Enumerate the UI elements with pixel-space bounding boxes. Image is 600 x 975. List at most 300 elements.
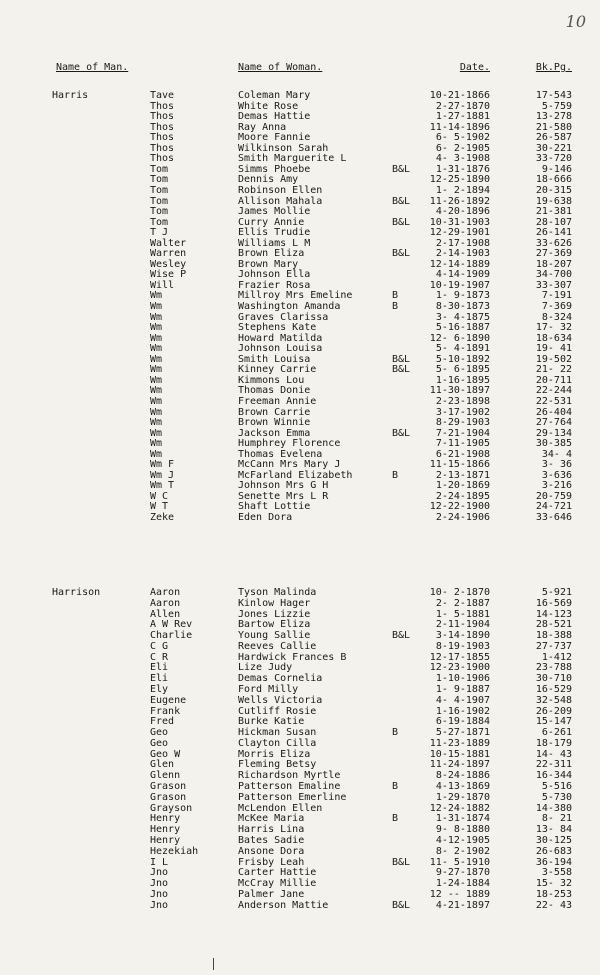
book-page: 22-531 — [535, 395, 572, 407]
marriage-date: 12-17-1855 — [429, 651, 490, 663]
groom-given-name: Charlie — [150, 630, 193, 642]
marriage-date: 12-24-1882 — [429, 802, 490, 814]
bride-name: Jackson Emma — [238, 427, 311, 439]
groom-given-name: Wm — [150, 438, 163, 450]
groom-given-name: Will — [150, 279, 175, 291]
bride-name: Demas Cornelia — [238, 673, 323, 685]
marriage-date: 12 -- 1889 — [429, 888, 490, 900]
book-page: 26-141 — [535, 227, 572, 239]
bride-name: Smith Louisa — [238, 353, 311, 365]
book-page: 21- 22 — [535, 364, 572, 376]
header-name-of-woman: Name of Woman. — [238, 62, 323, 73]
book-page: 27-369 — [535, 248, 572, 260]
groom-given-name: Wm — [150, 353, 163, 365]
register-row — [0, 280, 600, 291]
bride-name: Graves Clarissa — [238, 311, 329, 323]
book-page: 20-759 — [535, 490, 572, 502]
marriage-date: 8-24-1886 — [435, 770, 490, 782]
register-row — [0, 770, 600, 781]
groom-given-name: Grason — [150, 781, 187, 793]
bond-license-note: B&L — [392, 248, 411, 260]
bond-license-note: B — [392, 813, 399, 825]
marriage-date: 8- 2-1902 — [435, 845, 490, 857]
marriage-date: 10- 2-1870 — [429, 587, 490, 598]
groom-given-name: Tom — [150, 184, 169, 196]
bride-name: Shaft Lottie — [238, 501, 311, 513]
book-page: 15- 32 — [535, 878, 572, 890]
register-row — [0, 630, 600, 641]
book-page: 33-307 — [535, 279, 572, 291]
book-page: 20-711 — [535, 374, 572, 386]
bond-license-note: B — [392, 469, 399, 481]
groom-given-name: Tom — [150, 195, 169, 207]
bride-name: Clayton Cilla — [238, 737, 317, 749]
register-row — [0, 101, 600, 112]
book-page: 14-380 — [535, 802, 572, 814]
marriage-date: 5-10-1892 — [435, 353, 490, 365]
bride-name: Brown Winnie — [238, 417, 311, 429]
bride-name: Allison Mahala — [238, 195, 323, 207]
register-row — [0, 652, 600, 663]
book-page: 30-385 — [535, 438, 572, 450]
register-row — [0, 227, 600, 238]
marriage-date: 7-11-1905 — [435, 438, 490, 450]
bride-name: Millroy Mrs Emeline — [238, 290, 353, 302]
marriage-date: 1-24-1884 — [435, 878, 490, 890]
register-row — [0, 662, 600, 673]
register-row — [0, 480, 600, 491]
bride-name: Harris Lina — [238, 824, 305, 836]
marriage-date: 9- 8-1880 — [435, 824, 490, 836]
bond-license-note: B&L — [392, 364, 411, 376]
register-row — [0, 781, 600, 792]
register-row — [0, 407, 600, 418]
groom-given-name: Wm — [150, 332, 163, 344]
groom-given-name: Wm T — [150, 480, 175, 492]
header-book-page: Bk.Pg. — [535, 62, 572, 73]
groom-given-name: Eli — [150, 673, 169, 685]
marriage-date: 2-11-1904 — [435, 619, 490, 631]
groom-given-name: C R — [150, 651, 169, 663]
register-row — [0, 459, 600, 470]
groom-given-name: Wm — [150, 364, 163, 376]
bride-name: Jones Lizzie — [238, 608, 311, 620]
bride-name: Lize Judy — [238, 662, 293, 674]
marriage-date: 4-14-1909 — [435, 269, 490, 281]
marriage-date: 1- 9-1887 — [435, 684, 490, 696]
book-page: 29-134 — [535, 427, 572, 439]
register-row — [0, 501, 600, 512]
book-page: 13-278 — [535, 111, 572, 123]
bride-name: Burke Katie — [238, 716, 305, 728]
book-page: 26-209 — [535, 705, 572, 717]
groom-given-name: Wm — [150, 311, 163, 323]
register-row — [0, 206, 600, 217]
book-page: 22-311 — [535, 759, 572, 771]
groom-given-name: Jno — [150, 899, 169, 911]
groom-given-name: Thos — [150, 132, 175, 144]
bride-name: Thomas Donie — [238, 385, 311, 397]
book-page: 21-580 — [535, 121, 572, 133]
marriage-date: 1-16-1902 — [435, 705, 490, 717]
register-row — [0, 354, 600, 365]
groom-given-name: Hezekiah — [150, 845, 199, 857]
groom-given-name: Aaron — [150, 587, 181, 598]
register-row — [0, 143, 600, 154]
book-page: 27-764 — [535, 417, 572, 429]
groom-given-name: Thos — [150, 100, 175, 112]
marriage-date: 1-16-1895 — [435, 374, 490, 386]
register-row — [0, 706, 600, 717]
bride-name: Palmer Jane — [238, 888, 305, 900]
book-page: 14- 43 — [535, 748, 572, 760]
marriage-date: 6-19-1884 — [435, 716, 490, 728]
book-page: 28-107 — [535, 216, 572, 228]
book-page: 1-412 — [541, 651, 572, 663]
book-page: 30-221 — [535, 142, 572, 154]
marriage-date: 7-21-1904 — [435, 427, 490, 439]
book-page: 34- 4 — [541, 448, 572, 460]
marriage-date: 3-14-1890 — [435, 630, 490, 642]
marriage-date: 11-14-1896 — [429, 121, 490, 133]
bond-license-note: B&L — [392, 630, 411, 642]
register-row — [0, 449, 600, 460]
groom-given-name: Fred — [150, 716, 175, 728]
groom-given-name: Wm — [150, 343, 163, 355]
register-row — [0, 738, 600, 749]
groom-given-name: Thos — [150, 121, 175, 133]
bond-license-note: B&L — [392, 163, 411, 175]
book-page: 17-543 — [535, 90, 572, 101]
bride-name: Williams L M — [238, 237, 311, 249]
book-page: 28-521 — [535, 619, 572, 631]
marriage-date: 4-13-1869 — [435, 781, 490, 793]
groom-given-name: W T — [150, 501, 169, 513]
groom-given-name: Grayson — [150, 802, 193, 814]
groom-given-name: Jno — [150, 888, 169, 900]
register-row — [0, 396, 600, 407]
bride-name: Reeves Callie — [238, 640, 317, 652]
bride-name: Frazier Rosa — [238, 279, 311, 291]
register-row — [0, 217, 600, 228]
bride-name: Fleming Betsy — [238, 759, 317, 771]
register-row — [0, 122, 600, 133]
register-row — [0, 111, 600, 122]
register-row — [0, 364, 600, 375]
groom-given-name: Eli — [150, 662, 169, 674]
paper-mark — [213, 958, 214, 970]
bride-name: Richardson Myrtle — [238, 770, 341, 782]
groom-given-name: Ely — [150, 684, 169, 696]
groom-given-name: Henry — [150, 824, 181, 836]
book-page: 23-788 — [535, 662, 572, 674]
marriage-date: 10-21-1866 — [429, 90, 490, 101]
bond-license-note: B — [392, 781, 399, 793]
bride-name: Wells Victoria — [238, 694, 323, 706]
book-page: 9-146 — [541, 163, 572, 175]
register-row — [0, 900, 600, 911]
groom-given-name: Eugene — [150, 694, 187, 706]
book-page: 26-587 — [535, 132, 572, 144]
marriage-date: 4- 3-1908 — [435, 153, 490, 165]
marriage-date: 4-20-1896 — [435, 206, 490, 218]
bride-name: Washington Amanda — [238, 301, 341, 312]
groom-given-name: A W Rev — [150, 619, 193, 631]
groom-given-name: Tave — [150, 90, 175, 101]
book-page: 19-502 — [535, 353, 572, 365]
marriage-date: 11-26-1892 — [429, 195, 490, 207]
groom-given-name: Wm — [150, 406, 163, 418]
book-page: 33-720 — [535, 153, 572, 165]
bond-license-note: B — [392, 290, 399, 302]
marriage-date: 4- 4-1907 — [435, 694, 490, 706]
book-page: 6-261 — [541, 727, 572, 739]
book-page: 32-548 — [535, 694, 572, 706]
book-page: 18-634 — [535, 332, 572, 344]
marriage-date: 1-29-1870 — [435, 791, 490, 803]
groom-given-name: Thos — [150, 111, 175, 123]
bride-name: McCann Mrs Mary J — [238, 459, 341, 471]
register-row — [0, 727, 600, 738]
book-page: 20-315 — [535, 184, 572, 196]
book-page: 26-404 — [535, 406, 572, 418]
bond-license-note: B&L — [392, 427, 411, 439]
bond-license-note: B&L — [392, 353, 411, 365]
marriage-date: 2- 2-1887 — [435, 597, 490, 609]
register-row — [0, 491, 600, 502]
book-page: 33-626 — [535, 237, 572, 249]
register-row — [0, 174, 600, 185]
marriage-date: 2-23-1898 — [435, 395, 490, 407]
marriage-date: 3- 4-1875 — [435, 311, 490, 323]
book-page: 13- 84 — [535, 824, 572, 836]
marriage-date: 12-22-1900 — [429, 501, 490, 513]
groom-given-name: W C — [150, 490, 169, 502]
bride-name: Carter Hattie — [238, 867, 317, 879]
book-page: 18-388 — [535, 630, 572, 642]
marriage-date: 2-17-1908 — [435, 237, 490, 249]
book-page: 26-683 — [535, 845, 572, 857]
bride-name: Demas Hattie — [238, 111, 311, 123]
register-row — [0, 312, 600, 323]
bride-name: Bates Sadie — [238, 834, 305, 846]
marriage-date: 8-19-1903 — [435, 640, 490, 652]
marriage-date: 12-29-1901 — [429, 227, 490, 239]
bride-name: Curry Annie — [238, 216, 305, 228]
marriage-date: 2-13-1871 — [435, 469, 490, 481]
register-row — [0, 824, 600, 835]
bride-name: Stephens Kate — [238, 322, 317, 334]
book-page: 36-194 — [535, 856, 572, 868]
groom-given-name: Wm — [150, 395, 163, 407]
groom-given-name: Thos — [150, 142, 175, 154]
groom-given-name: Henry — [150, 834, 181, 846]
bride-name: Thomas Evelena — [238, 448, 323, 460]
groom-given-name: T J — [150, 227, 169, 239]
groom-given-name: Tom — [150, 216, 169, 228]
register-row — [0, 322, 600, 333]
register-row — [0, 641, 600, 652]
marriage-date: 1- 5-1881 — [435, 608, 490, 620]
register-row — [0, 878, 600, 889]
book-page: 19- 41 — [535, 343, 572, 355]
marriage-date: 4-12-1905 — [435, 834, 490, 846]
bride-name: Ford Milly — [238, 684, 299, 696]
bride-name: Freeman Annie — [238, 395, 317, 407]
marriage-date: 12-14-1889 — [429, 258, 490, 270]
marriage-date: 10-15-1881 — [429, 748, 490, 760]
register-row — [0, 248, 600, 259]
marriage-date: 6- 5-1902 — [435, 132, 490, 144]
bride-name: McCray Millie — [238, 878, 317, 890]
groom-given-name: Allen — [150, 608, 181, 620]
book-page: 18-253 — [535, 888, 572, 900]
groom-given-name: Zeke — [150, 512, 175, 523]
register-row — [0, 343, 600, 354]
groom-given-name: Walter — [150, 237, 187, 249]
register-row — [0, 889, 600, 900]
book-page: 5-516 — [541, 781, 572, 793]
register-row — [0, 749, 600, 760]
marriage-date: 2-14-1903 — [435, 248, 490, 260]
register-row — [0, 196, 600, 207]
book-page: 17- 32 — [535, 322, 572, 334]
book-page: 18-179 — [535, 737, 572, 749]
marriage-date: 12-25-1890 — [429, 174, 490, 186]
bride-name: Morris Eliza — [238, 748, 311, 760]
bride-name: Cutliff Rosie — [238, 705, 317, 717]
register-row — [0, 301, 600, 312]
register-row — [0, 375, 600, 386]
register-row — [0, 238, 600, 249]
groom-given-name: C G — [150, 640, 169, 652]
bride-name: Frisby Leah — [238, 856, 305, 868]
book-page: 33-646 — [535, 512, 572, 523]
marriage-date: 4-21-1897 — [435, 899, 490, 911]
groom-given-name: Jno — [150, 867, 169, 879]
register-row — [0, 164, 600, 175]
register-row — [0, 153, 600, 164]
marriage-date: 11-23-1889 — [429, 737, 490, 749]
register-row — [0, 695, 600, 706]
bride-name: Robinson Ellen — [238, 184, 323, 196]
register-row — [0, 835, 600, 846]
marriage-date: 5- 6-1895 — [435, 364, 490, 376]
bride-name: Hickman Susan — [238, 727, 317, 739]
marriage-date: 6-21-1908 — [435, 448, 490, 460]
bride-name: Kinney Carrie — [238, 364, 317, 376]
bride-name: Johnson Mrs G H — [238, 480, 329, 492]
groom-given-name: Frank — [150, 705, 181, 717]
marriage-date: 5-27-1871 — [435, 727, 490, 739]
bride-name: Kimmons Lou — [238, 374, 305, 386]
book-page: 14-123 — [535, 608, 572, 620]
marriage-date: 5-16-1887 — [435, 322, 490, 334]
header-name-of-man: Name of Man. — [56, 62, 129, 73]
register-row — [0, 792, 600, 803]
marriage-date: 1- 9-1873 — [435, 290, 490, 302]
bride-name: Coleman Mary — [238, 90, 311, 101]
marriage-date: 1-31-1874 — [435, 813, 490, 825]
bond-license-note: B&L — [392, 216, 411, 228]
book-page: 18-666 — [535, 174, 572, 186]
register-row — [0, 90, 600, 101]
groom-given-name: Glen — [150, 759, 175, 771]
book-page: 19-638 — [535, 195, 572, 207]
book-page: 3-558 — [541, 867, 572, 879]
groom-given-name: Warren — [150, 248, 187, 260]
groom-given-name: Wm — [150, 290, 163, 302]
book-page: 34-700 — [535, 269, 572, 281]
page-number-mark: 10 — [565, 12, 586, 31]
bride-name: Patterson Emaline — [238, 781, 341, 793]
groom-given-name: Wm — [150, 427, 163, 439]
register-row — [0, 684, 600, 695]
marriage-date: 10-19-1907 — [429, 279, 490, 291]
register-row — [0, 716, 600, 727]
register-row — [0, 619, 600, 630]
register-row — [0, 132, 600, 143]
marriage-date: 12- 6-1890 — [429, 332, 490, 344]
bride-name: Senette Mrs L R — [238, 490, 329, 502]
groom-given-name: Wm — [150, 385, 163, 397]
register-row — [0, 512, 600, 523]
bride-name: Howard Matilda — [238, 332, 323, 344]
marriage-date: 11- 5-1910 — [429, 856, 490, 868]
groom-given-name: Wm — [150, 417, 163, 429]
bride-name: Wilkinson Sarah — [238, 142, 329, 154]
surname-label: Harrison — [52, 587, 101, 598]
register-row — [0, 803, 600, 814]
register-row — [0, 417, 600, 428]
book-page: 3-636 — [541, 469, 572, 481]
book-page: 3-216 — [541, 480, 572, 492]
marriage-date: 2-24-1906 — [435, 512, 490, 523]
groom-given-name: Tom — [150, 174, 169, 186]
marriage-date: 12-23-1900 — [429, 662, 490, 674]
register-row — [0, 438, 600, 449]
bride-name: James Mollie — [238, 206, 311, 218]
marriage-date: 1-31-1876 — [435, 163, 490, 175]
book-page: 16-569 — [535, 597, 572, 609]
book-page: 5-759 — [541, 100, 572, 112]
book-page: 8-324 — [541, 311, 572, 323]
marriage-date: 2-27-1870 — [435, 100, 490, 112]
bride-name: McFarland Elizabeth — [238, 469, 353, 481]
register-row — [0, 385, 600, 396]
bride-name: Smith Marguerite L — [238, 153, 347, 165]
marriage-date: 2-24-1895 — [435, 490, 490, 502]
register-row — [0, 609, 600, 620]
groom-given-name: Wm — [150, 301, 163, 312]
marriage-date: 1-10-1906 — [435, 673, 490, 685]
register-row — [0, 846, 600, 857]
book-page: 22- 43 — [535, 899, 572, 911]
register-row — [0, 470, 600, 481]
bond-license-note: B — [392, 301, 399, 312]
marriage-date: 8-29-1903 — [435, 417, 490, 429]
groom-given-name: Grason — [150, 791, 187, 803]
bride-name: Anderson Mattie — [238, 899, 329, 911]
book-page: 7-369 — [541, 301, 572, 312]
book-page: 21-381 — [535, 206, 572, 218]
bride-name: Bartow Eliza — [238, 619, 311, 631]
bond-license-note: B&L — [392, 856, 411, 868]
marriage-date: 5- 4-1891 — [435, 343, 490, 355]
groom-given-name: Wm J — [150, 469, 175, 481]
bride-name: Moore Fannie — [238, 132, 311, 144]
bride-name: Brown Eliza — [238, 248, 305, 260]
